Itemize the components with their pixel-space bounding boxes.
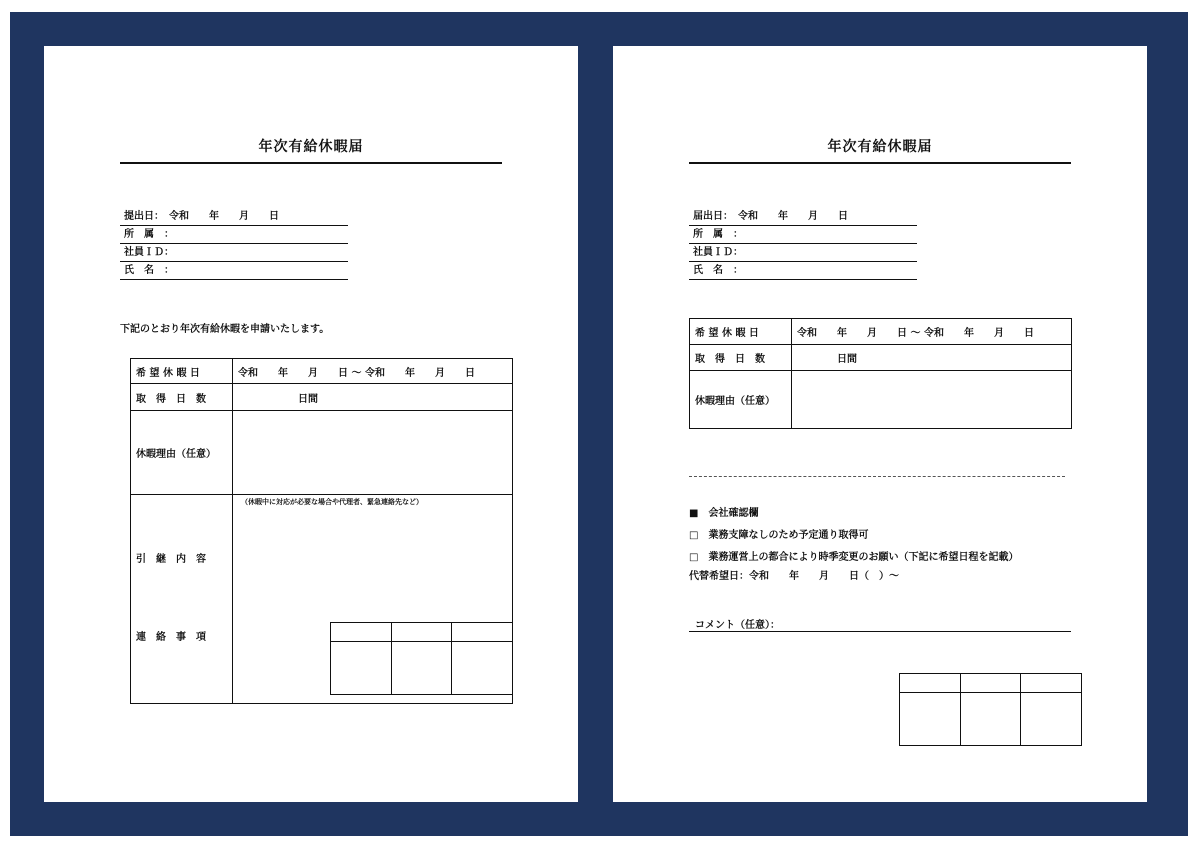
handover-note: （休暇中に対応が必要な場合や代理者、緊急連絡先など）	[241, 498, 423, 506]
stamp-header-cell	[331, 623, 392, 642]
reason-label: 休暇理由（任意）	[131, 411, 233, 495]
stamp-cell[interactable]	[452, 642, 513, 695]
table-row	[131, 359, 513, 384]
table-row	[131, 411, 513, 495]
table-row	[331, 623, 513, 642]
table-row	[331, 642, 513, 695]
desired-dates-label: 希 望 休 暇 日	[131, 359, 233, 384]
table-row	[690, 371, 1072, 429]
stamp-cell[interactable]	[900, 693, 961, 746]
stamp-cell[interactable]	[331, 642, 392, 695]
days-taken-value[interactable]: 日間	[792, 345, 1072, 371]
page-frame	[10, 12, 1188, 836]
stamp-header-cell	[391, 623, 452, 642]
desired-dates-value[interactable]: 令和 年 月 日 ～ 令和 年 月 日	[792, 319, 1072, 345]
intro-text: 下記のとおり年次有給休暇を申請いたします。	[120, 324, 330, 335]
stamp-header-cell	[900, 674, 961, 693]
table-row	[900, 674, 1082, 693]
reason-value[interactable]	[233, 411, 513, 495]
name-field[interactable]: 氏 名 ：	[120, 262, 348, 280]
table-row	[690, 345, 1072, 371]
company-confirmation-heading: ■ 会社確認欄	[689, 508, 759, 519]
notification-date-field[interactable]: 届出日： 令和 年 月 日	[689, 208, 917, 226]
form-title: 年次有給休暇届	[258, 139, 364, 155]
comment-field[interactable]: コメント（任意）：	[695, 620, 780, 631]
table-row	[690, 319, 1072, 345]
submission-date-field[interactable]: 提出日： 令和 年 月 日	[120, 208, 348, 226]
department-field[interactable]: 所 属 ：	[120, 226, 348, 244]
right-form-page	[613, 46, 1147, 802]
option-approve-checkbox[interactable]: □ 業務支障なしのため予定通り取得可	[689, 530, 869, 541]
table-row	[131, 384, 513, 411]
desired-dates-label: 希 望 休 暇 日	[690, 319, 792, 345]
stamp-header-cell	[452, 623, 513, 642]
days-taken-value[interactable]: 日間	[233, 384, 513, 411]
stamp-cell[interactable]	[391, 642, 452, 695]
stamp-header-cell	[960, 674, 1021, 693]
name-field[interactable]: 氏 名 ：	[689, 262, 917, 280]
department-field[interactable]: 所 属 ：	[689, 226, 917, 244]
title-underline	[689, 162, 1071, 164]
days-taken-label: 取 得 日 数	[690, 345, 792, 371]
stamp-cell[interactable]	[1021, 693, 1082, 746]
applicant-info	[689, 208, 917, 280]
cut-line	[689, 476, 1065, 477]
handover-label-line-2: 連 絡 事 項	[136, 632, 206, 643]
reason-value[interactable]	[792, 371, 1072, 429]
approval-stamp-grid	[899, 673, 1082, 746]
leave-request-table	[689, 318, 1072, 429]
comment-underline	[689, 631, 1071, 632]
title-underline	[120, 162, 502, 164]
stamp-cell[interactable]	[960, 693, 1021, 746]
option-reschedule-checkbox[interactable]: □ 業務運営上の都合により時季変更のお願い（下記に希望日程を記載）	[689, 552, 1019, 563]
form-title: 年次有給休暇届	[827, 139, 933, 155]
alternative-date-field[interactable]: 代替希望日：令和 年 月 日（ ）～	[689, 571, 899, 582]
reason-label: 休暇理由（任意）	[690, 371, 792, 429]
handover-label	[131, 495, 233, 704]
desired-dates-value[interactable]: 令和 年 月 日 ～ 令和 年 月 日	[233, 359, 513, 384]
days-taken-label: 取 得 日 数	[131, 384, 233, 411]
applicant-info	[120, 208, 348, 280]
approval-stamp-grid	[330, 622, 513, 695]
left-form-page	[44, 46, 578, 802]
handover-label-line-1: 引 継 内 容	[136, 554, 206, 565]
employee-id-field[interactable]: 社員ＩＤ：	[689, 244, 917, 262]
employee-id-field[interactable]: 社員ＩＤ：	[120, 244, 348, 262]
stamp-header-cell	[1021, 674, 1082, 693]
table-row	[900, 693, 1082, 746]
